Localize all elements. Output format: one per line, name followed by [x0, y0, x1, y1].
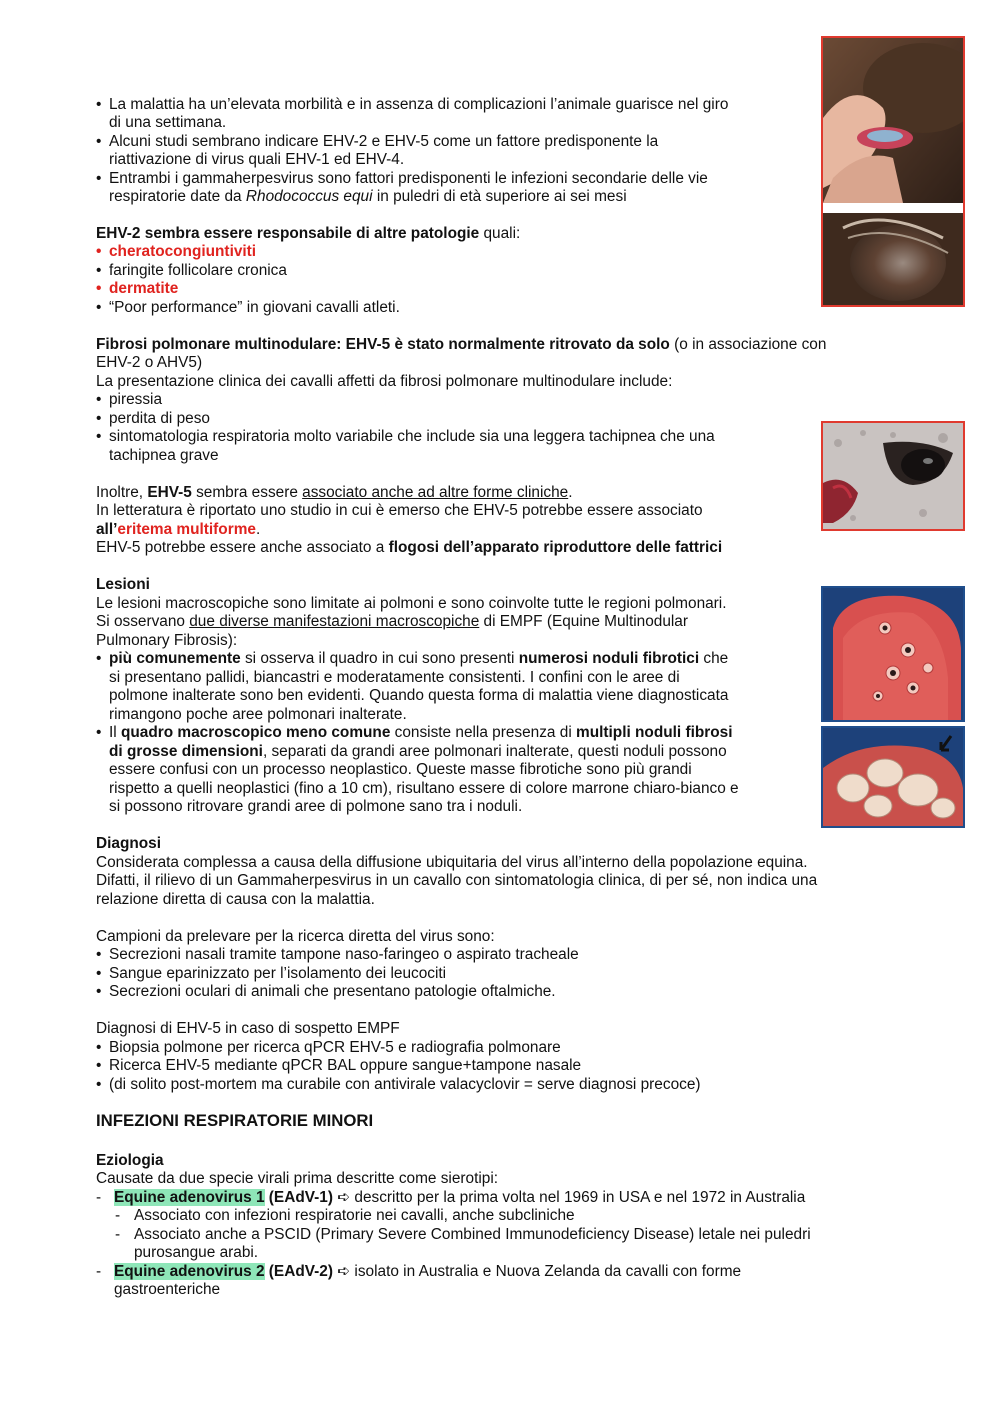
bullet: • — [96, 1076, 102, 1093]
bullet: • — [96, 243, 102, 260]
text-line: essere confusi con un processo neoplastico. Queste masse fibrotiche sono più grandi — [109, 761, 692, 778]
text-line: Equine adenovirus 2 (EAdV-2) ➪ isolato in Australia e Nuova Zelanda da cavalli con forme — [114, 1263, 742, 1280]
text-line: Pulmonary Fibrosis): — [96, 632, 238, 649]
list-item: Secrezioni oculari di animali che presentano patologie oftalmiche. — [109, 983, 556, 1000]
bullet: • — [96, 1039, 102, 1056]
list-item: (di solito post-mortem ma curabile con antivirale valacyclovir = serve diagnosi precoce) — [109, 1076, 701, 1093]
species-name: Rhodococcus equi — [245, 188, 373, 205]
text-line: polmone inalterate sono ben evidenti. Quando questa forma di malattia viene diagnosticata — [109, 687, 729, 704]
bullet: • — [96, 280, 102, 297]
arrow-icon: ➪ — [337, 1263, 351, 1280]
list-item: cheratocongiuntiviti — [109, 243, 257, 260]
bullet: • — [96, 1057, 102, 1074]
bullet: • — [96, 410, 102, 427]
list-item: Biopsia polmone per ricerca qPCR EHV-5 e radiografia polmonare — [109, 1039, 561, 1056]
dash: - — [115, 1207, 121, 1224]
list-item: “Poor performance” in giovani cavalli atleti. — [109, 299, 400, 316]
list-item: dermatite — [109, 280, 179, 297]
text-line: di una settimana. — [109, 114, 227, 131]
highlight: Equine adenovirus 2 — [114, 1263, 265, 1280]
text-line: di grosse dimensioni, separati da grandi aree polmonari inalterate, questi noduli possono — [109, 743, 727, 760]
bullet: • — [96, 299, 102, 316]
bullet: • — [96, 650, 102, 667]
text-line: purosangue arabi. — [134, 1244, 259, 1261]
list-item: faringite follicolare cronica — [109, 262, 287, 279]
list-item: Associato anche a PSCID (Primary Severe Combined Immunodeficiency Disease) letale nei puledri — [134, 1226, 811, 1243]
text-line: Campioni da prelevare per la ricerca diretta del virus sono: — [96, 928, 495, 945]
bullet: • — [96, 965, 102, 982]
text-line: relazione diretta di causa con la malattia. — [96, 891, 375, 908]
list-item: tachipnea grave — [109, 447, 219, 464]
text-line: Entrambi i gammaherpesvirus sono fattori predisponenti le infezioni secondarie delle vie — [109, 170, 708, 187]
text-line: La malattia ha un’elevata morbilità e in assenza di complicazioni l’animale guarisce nel giro — [109, 96, 729, 113]
eye-conjunctivitis-photo — [823, 38, 963, 305]
text-line: respiratorie date da Rhodococcus equi in puledri di età superiore ai sei mesi — [109, 188, 627, 205]
text-line: gastroenteriche — [114, 1281, 221, 1298]
text-line: Si osservano due diverse manifestazioni macroscopiche di EMPF (Equine Multinodular — [96, 613, 688, 630]
eye-photos-panel — [821, 36, 965, 307]
text-line: Il quadro macroscopico meno comune consiste nella presenza di multipli noduli fibrosi — [109, 724, 733, 741]
ehv2-heading: EHV-2 sembra essere responsabile di altre patologie quali: — [96, 225, 521, 242]
text-line: Difatti, il rilievo di un Gammaherpesvirus in un cavallo con sintomatologia clinica, di per sé, non indica una — [96, 872, 818, 889]
text-line: Alcuni studi sembrano indicare EHV-2 e EHV-5 come un fattore predisponente la — [109, 133, 659, 150]
text-line: Le lesioni macroscopiche sono limitate ai polmoni e sono coinvolte tutte le regioni polmonari. — [96, 595, 727, 612]
lung-nodules-photo — [821, 586, 965, 722]
text-line: rispetto a quelli neoplastici (fino a 10 cm), risultano essere di colore marrone chiaro-bianco e — [109, 780, 739, 797]
text-line: EHV-2 o AHV5) — [96, 354, 203, 371]
text-line: In letteratura è riportato uno studio in cui è emerso che EHV-5 potrebbe essere associato — [96, 502, 703, 519]
highlight: Equine adenovirus 1 — [114, 1189, 265, 1206]
text-line: si presentano pallidi, biancastri e moderatamente consistenti. I confini con le aree di — [109, 669, 680, 686]
list-item: sintomatologia respiratoria molto variabile che include sia una leggera tachipnea che una — [109, 428, 715, 445]
text-line: EHV-5 potrebbe essere anche associato a flogosi dell’apparato riproduttore delle fattrici — [96, 539, 723, 556]
bullet: • — [96, 983, 102, 1000]
bullet: • — [96, 96, 102, 113]
section-title: Eziologia — [96, 1152, 164, 1169]
lung-fibrosis-photo — [821, 726, 965, 828]
bullet: • — [96, 428, 102, 445]
list-item: Secrezioni nasali tramite tampone naso-faringeo o aspirato tracheale — [109, 946, 579, 963]
text-line: rimangono poche aree polmonari inalterate. — [109, 706, 407, 723]
section-title: Lesioni — [96, 576, 150, 593]
dash: - — [115, 1226, 121, 1243]
text-line: all’eritema multiforme. — [96, 521, 261, 538]
bullet: • — [96, 946, 102, 963]
text-line: più comunemente si osserva il quadro in cui sono presenti numerosi noduli fibrotici che — [109, 650, 729, 667]
bullet: • — [96, 262, 102, 279]
text-line: si possono ritrovare grandi aree di polmone sano tra i noduli. — [109, 798, 523, 815]
bullet: • — [96, 391, 102, 408]
list-item: Associato con infezioni respiratorie nei cavalli, anche subcliniche — [134, 1207, 575, 1224]
text-line: Causate da due specie virali prima descritte come sierotipi: — [96, 1170, 499, 1187]
section-heading: INFEZIONI RESPIRATORIE MINORI — [96, 1111, 374, 1130]
text-line: La presentazione clinica dei cavalli affetti da fibrosi polmonare multinodulare include: — [96, 373, 673, 390]
bullet: • — [96, 170, 102, 187]
dash: - — [96, 1263, 102, 1280]
text-line: Inoltre, EHV-5 sembra essere associato anche ad altre forme cliniche. — [96, 484, 573, 501]
section-title: Diagnosi — [96, 835, 161, 852]
text-line: Equine adenovirus 1 (EAdV-1) ➪ descritto per la prima volta nel 1969 in USA e nel 1972 in Australia — [114, 1189, 806, 1206]
dash: - — [96, 1189, 102, 1206]
bullet: • — [96, 724, 102, 741]
list-item: perdita di peso — [109, 410, 210, 427]
text-line: Considerata complessa a causa della diffusione ubiquitaria del virus all’interno della popolazione equina. — [96, 854, 808, 871]
bullet: • — [96, 133, 102, 150]
text-line: Diagnosi di EHV-5 in caso di sospetto EMPF — [96, 1020, 400, 1037]
fibrosi-heading: Fibrosi polmonare multinodulare: EHV-5 è stato normalmente ritrovato da solo (o in associazione con — [96, 336, 827, 353]
list-item: Sangue eparinizzato per l’isolamento dei leucociti — [109, 965, 447, 982]
text-line: riattivazione di virus quali EHV-1 ed EHV-4. — [109, 151, 405, 168]
arrow-icon: ➪ — [337, 1189, 351, 1206]
eye-dermatitis-photo — [821, 421, 965, 531]
list-item: Ricerca EHV-5 mediante qPCR BAL oppure sangue+tampone nasale — [109, 1057, 582, 1074]
list-item: piressia — [109, 391, 163, 408]
